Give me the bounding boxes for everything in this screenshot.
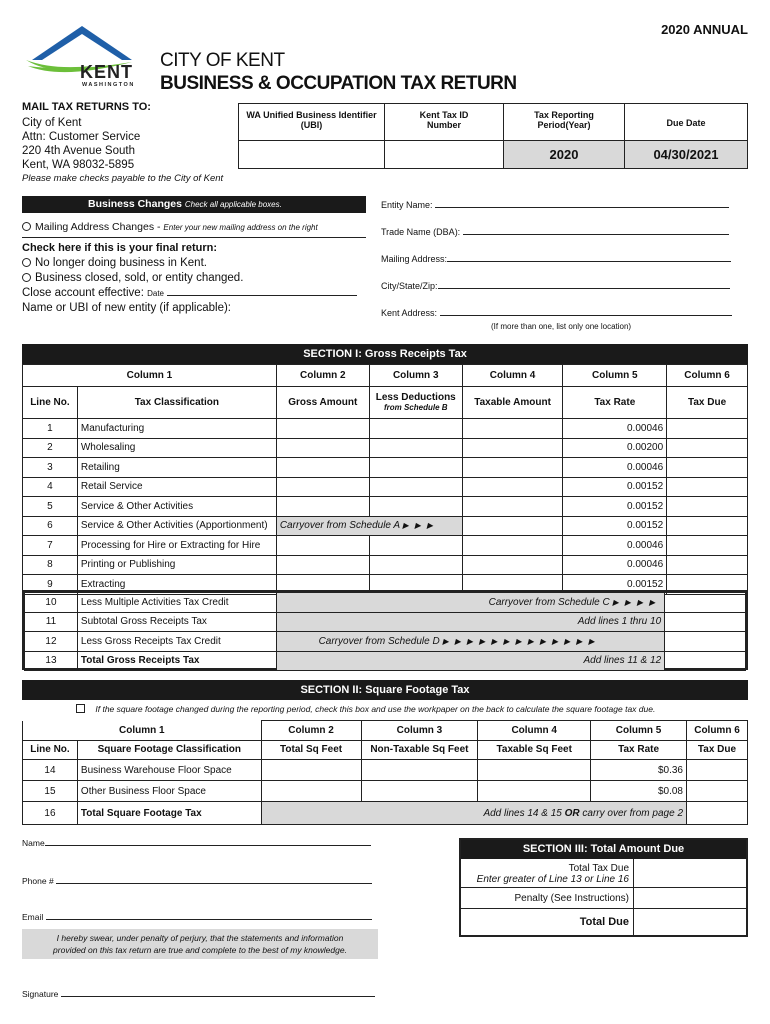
mail-address bbox=[22, 116, 140, 172]
line-no: 10 bbox=[25, 593, 78, 613]
radio-icon[interactable] bbox=[22, 273, 31, 282]
checks-note: Please make checks payable to the City of Kent bbox=[22, 173, 224, 184]
gross-amount-input[interactable] bbox=[276, 536, 369, 556]
logo-subtext: WASHINGTON bbox=[82, 82, 135, 88]
id-box bbox=[238, 103, 748, 169]
table-row bbox=[23, 781, 748, 802]
deductions-input[interactable] bbox=[369, 477, 462, 497]
gross-amount-input[interactable] bbox=[276, 497, 369, 517]
gross-amount-input[interactable] bbox=[276, 477, 369, 497]
table-row bbox=[23, 419, 748, 439]
tax-rate: 0.00152 bbox=[563, 477, 667, 497]
penalty-input[interactable] bbox=[634, 888, 746, 909]
field-header-row bbox=[23, 740, 748, 760]
due-label: Due Date bbox=[666, 118, 706, 128]
table-row bbox=[23, 458, 748, 478]
line-label: Processing for Hire or Extracting for Hire bbox=[77, 536, 276, 556]
tax-due-header: Tax Due bbox=[687, 740, 748, 760]
col6-header: Column 6 bbox=[667, 365, 748, 387]
kent-logo bbox=[22, 22, 142, 90]
tax-due-input[interactable] bbox=[667, 458, 748, 478]
col3-header: Column 3 bbox=[369, 365, 462, 387]
classification-header: Square Footage Classification bbox=[77, 740, 261, 760]
name-field: Name bbox=[22, 838, 371, 848]
section1-table bbox=[22, 364, 748, 595]
carry-note: Carryover from Schedule C ▶▶▶▶ bbox=[276, 593, 665, 613]
line-no: 6 bbox=[23, 516, 78, 536]
arrow-icons: ▶▶▶▶ bbox=[612, 597, 662, 607]
line-label: Less Gross Receipts Tax Credit bbox=[77, 632, 276, 652]
city-input[interactable] bbox=[438, 288, 730, 289]
line-label: Service & Other Activities bbox=[77, 497, 276, 517]
deductions-input[interactable] bbox=[369, 555, 462, 575]
entity-name-input[interactable] bbox=[435, 207, 729, 208]
line-label: Service & Other Activities (Apportionment) bbox=[77, 516, 276, 536]
line-no: 14 bbox=[23, 760, 78, 781]
add-note: Add lines 14 & 15 OR carry over from page 2 bbox=[261, 802, 686, 825]
city-field: City/State/Zip: bbox=[381, 281, 730, 291]
due-date-value: 04/30/2021 bbox=[625, 141, 747, 168]
nontaxable-sqft-header: Non-Taxable Sq Feet bbox=[361, 740, 478, 760]
col4-header: Column 4 bbox=[462, 365, 563, 387]
business-changes-bar bbox=[22, 196, 366, 213]
col2-header: Column 2 bbox=[276, 365, 369, 387]
final-return-heading: Check here if this is your final return: bbox=[22, 242, 217, 254]
tax-rate: 0.00046 bbox=[563, 555, 667, 575]
line-no: 8 bbox=[23, 555, 78, 575]
classification-header: Tax Classification bbox=[77, 387, 276, 419]
add-note: Add lines 1 thru 10 bbox=[276, 612, 665, 632]
taxable-sqft-input[interactable] bbox=[478, 781, 591, 802]
location-note: (If more than one, list only one location) bbox=[491, 322, 632, 331]
table-row bbox=[25, 593, 746, 613]
close-date-input[interactable] bbox=[167, 295, 357, 296]
table-row bbox=[23, 438, 748, 458]
tax-due-input[interactable] bbox=[687, 760, 748, 781]
oath-line-1: I hereby swear, under penalty of perjury, that the statements and information bbox=[56, 933, 344, 943]
tax-due-input[interactable] bbox=[667, 438, 748, 458]
tax-due-input[interactable] bbox=[667, 497, 748, 517]
tax-rate: 0.00046 bbox=[563, 458, 667, 478]
kent-address-field: Kent Address: bbox=[381, 308, 732, 318]
line-no-header: Line No. bbox=[23, 387, 78, 419]
radio-icon[interactable] bbox=[22, 258, 31, 267]
line-label: Business Warehouse Floor Space bbox=[77, 760, 261, 781]
tax-rate-header: Tax Rate bbox=[563, 387, 667, 419]
deductions-input[interactable] bbox=[369, 438, 462, 458]
nontaxable-sqft-input[interactable] bbox=[361, 760, 478, 781]
tax-due-input[interactable] bbox=[667, 516, 748, 536]
line-label: Retailing bbox=[77, 458, 276, 478]
gross-amount-header: Gross Amount bbox=[276, 387, 369, 419]
total-sqft-input[interactable] bbox=[261, 760, 361, 781]
taxable-amount-header: Taxable Amount bbox=[462, 387, 563, 419]
line-no: 15 bbox=[23, 781, 78, 802]
taxable-sqft-header: Taxable Sq Feet bbox=[478, 740, 591, 760]
taxable-amount-input[interactable] bbox=[462, 419, 563, 439]
line-no: 11 bbox=[25, 612, 78, 632]
line-label: Manufacturing bbox=[77, 419, 276, 439]
deductions-input[interactable] bbox=[369, 536, 462, 556]
mail-line-1: City of Kent bbox=[22, 117, 82, 129]
tax-due-input[interactable] bbox=[687, 781, 748, 802]
gross-amount-input[interactable] bbox=[276, 458, 369, 478]
tax-rate: $0.08 bbox=[591, 781, 687, 802]
deductions-input[interactable] bbox=[369, 419, 462, 439]
line-label: Printing or Publishing bbox=[77, 555, 276, 575]
mailing-change-option[interactable]: Mailing Address Changes - Enter your new mailing address on the right bbox=[22, 221, 318, 233]
tax-rate-header: Tax Rate bbox=[591, 740, 687, 760]
column-header-row bbox=[23, 365, 748, 387]
trade-name-field: Trade Name (DBA): bbox=[381, 227, 729, 237]
tax-rate: 0.00152 bbox=[563, 575, 667, 595]
logo-text: KENT bbox=[80, 62, 133, 82]
section3-box bbox=[459, 838, 748, 937]
total-due-input[interactable] bbox=[634, 909, 746, 935]
gross-amount-input[interactable] bbox=[276, 438, 369, 458]
deductions-input[interactable] bbox=[369, 497, 462, 517]
tax-due-input[interactable] bbox=[665, 651, 746, 671]
add-note: Add lines 11 & 12 bbox=[276, 651, 665, 671]
tax-due-input[interactable] bbox=[667, 555, 748, 575]
line-label: Less Multiple Activities Tax Credit bbox=[77, 593, 276, 613]
line-no: 1 bbox=[23, 419, 78, 439]
taxable-sqft-input[interactable] bbox=[478, 760, 591, 781]
col5-header: Column 5 bbox=[563, 365, 667, 387]
mailing-address-field: Mailing Address: bbox=[381, 254, 731, 264]
business-changes-heading: Business Changes bbox=[88, 198, 182, 210]
table-row bbox=[23, 536, 748, 556]
mail-line-3: 220 4th Avenue South bbox=[22, 145, 135, 157]
line-no: 16 bbox=[23, 802, 78, 825]
email-field: Email bbox=[22, 912, 372, 922]
line-no: 5 bbox=[23, 497, 78, 517]
deductions-header: Less Deductions from Schedule B bbox=[369, 387, 462, 419]
tax-rate: 0.00200 bbox=[563, 438, 667, 458]
taxable-amount-input[interactable] bbox=[462, 555, 563, 575]
gross-amount-input[interactable] bbox=[276, 555, 369, 575]
line-no: 9 bbox=[23, 575, 78, 595]
line-label: Retail Service bbox=[77, 477, 276, 497]
new-entity-label: Name or UBI of new entity (if applicable): bbox=[22, 302, 232, 314]
section2-title: SECTION II: Square Footage Tax bbox=[22, 680, 748, 700]
oath-box bbox=[22, 929, 378, 959]
tax-due-header: Tax Due bbox=[667, 387, 748, 419]
deductions-input[interactable] bbox=[369, 458, 462, 478]
line-label: Subtotal Gross Receipts Tax bbox=[77, 612, 276, 632]
col3-header: Column 3 bbox=[361, 721, 478, 741]
gross-amount-input[interactable] bbox=[276, 419, 369, 439]
tax-due-input[interactable] bbox=[665, 632, 746, 652]
penalty-label: Penalty (See Instructions) bbox=[461, 888, 633, 909]
no-longer-option[interactable]: No longer doing business in Kent. bbox=[22, 256, 357, 271]
period-value: 2020 bbox=[504, 141, 624, 168]
col2-header: Column 2 bbox=[261, 721, 361, 741]
ubi-label: WA Unified Business Identifier (UBI) bbox=[246, 110, 377, 130]
line-no-header: Line No. bbox=[23, 740, 78, 760]
business-changes-note: Check all applicable boxes. bbox=[184, 200, 282, 209]
tax-due-input[interactable] bbox=[665, 612, 746, 632]
tax-rate: 0.00046 bbox=[563, 536, 667, 556]
arrow-icons: ▶▶▶ bbox=[402, 521, 439, 531]
table-row bbox=[25, 612, 746, 632]
table-row bbox=[23, 555, 748, 575]
city-heading: CITY OF KENT bbox=[160, 50, 285, 71]
tax-due-input[interactable] bbox=[667, 419, 748, 439]
sqft-change-checkbox[interactable] bbox=[76, 704, 85, 713]
lines-10-13-box bbox=[22, 590, 748, 670]
kent-id-label: Kent Tax ID Number bbox=[419, 110, 469, 130]
table-row bbox=[25, 651, 746, 671]
line-label: Wholesaling bbox=[77, 438, 276, 458]
signature-field: Signature bbox=[22, 989, 375, 999]
close-effective: Close account effective: Date bbox=[22, 286, 357, 301]
radio-icon[interactable] bbox=[22, 222, 31, 231]
col1-header: Column 1 bbox=[23, 365, 277, 387]
col6-header: Column 6 bbox=[687, 721, 748, 741]
taxable-amount-input[interactable] bbox=[462, 497, 563, 517]
taxable-amount-input[interactable] bbox=[462, 516, 563, 536]
taxable-amount-input[interactable] bbox=[462, 438, 563, 458]
total-tax-input[interactable] bbox=[634, 860, 746, 888]
tax-due-input[interactable] bbox=[665, 593, 746, 613]
mail-line-2: Attn: Customer Service bbox=[22, 131, 141, 143]
table-row bbox=[25, 632, 746, 652]
section1-title: SECTION I: Gross Receipts Tax bbox=[22, 344, 748, 364]
table-row bbox=[23, 802, 748, 825]
col1-header: Column 1 bbox=[23, 721, 262, 741]
column-header-row bbox=[23, 721, 748, 741]
carry-note: Carryover from Schedule D ▶▶▶▶▶▶▶▶▶▶▶▶▶ bbox=[276, 632, 665, 652]
nontaxable-sqft-input[interactable] bbox=[361, 781, 478, 802]
period-label: Tax Reporting Period(Year) bbox=[534, 110, 594, 130]
col4-header: Column 4 bbox=[478, 721, 591, 741]
arrow-icons: ▶▶▶▶▶▶▶▶▶▶▶▶▶ bbox=[442, 636, 601, 646]
section3-title: SECTION III: Total Amount Due bbox=[461, 840, 746, 859]
kent-address-input[interactable] bbox=[440, 315, 732, 316]
signature-input[interactable] bbox=[61, 996, 375, 997]
name-input[interactable] bbox=[45, 845, 371, 846]
phone-input[interactable] bbox=[56, 883, 372, 884]
mail-heading: MAIL TAX RETURNS TO: bbox=[22, 101, 151, 113]
tax-due-input[interactable] bbox=[667, 536, 748, 556]
annual-label: 2020 ANNUAL bbox=[661, 22, 748, 37]
line-no: 3 bbox=[23, 458, 78, 478]
table-row bbox=[23, 477, 748, 497]
line-no: 12 bbox=[25, 632, 78, 652]
divider bbox=[22, 237, 366, 238]
email-input[interactable] bbox=[46, 919, 372, 920]
tax-rate: $0.36 bbox=[591, 760, 687, 781]
form-title: BUSINESS & OCCUPATION TAX RETURN bbox=[160, 73, 517, 94]
phone-field: Phone # bbox=[22, 876, 372, 886]
mailing-address-input[interactable] bbox=[447, 261, 731, 262]
total-tax-label: Total Tax Due Enter greater of Line 13 or Line 16 bbox=[461, 860, 633, 888]
taxable-amount-input[interactable] bbox=[462, 477, 563, 497]
tax-rate: 0.00152 bbox=[563, 497, 667, 517]
line-label: Other Business Floor Space bbox=[77, 781, 261, 802]
table-row bbox=[23, 497, 748, 517]
carry-note: Carryover from Schedule A ▶▶▶ bbox=[276, 516, 462, 536]
ubi-input[interactable] bbox=[240, 141, 383, 168]
tax-rate: 0.00046 bbox=[563, 419, 667, 439]
kent-id-input[interactable] bbox=[386, 141, 502, 168]
taxable-amount-input[interactable] bbox=[462, 536, 563, 556]
total-due-label: Total Due bbox=[579, 916, 629, 928]
col5-header: Column 5 bbox=[591, 721, 687, 741]
total-sqft-header: Total Sq Feet bbox=[261, 740, 361, 760]
line-label: Total Gross Receipts Tax bbox=[77, 651, 276, 671]
total-sqft-input[interactable] bbox=[261, 781, 361, 802]
line-no: 2 bbox=[23, 438, 78, 458]
taxable-amount-input[interactable] bbox=[462, 458, 563, 478]
final-return-options bbox=[22, 256, 357, 316]
sqft-change-note: If the square footage changed during the reporting period, check this box and use the workpaper on the back to calculate the square footage tax due. bbox=[76, 704, 655, 714]
table-row bbox=[23, 760, 748, 781]
table-row bbox=[23, 516, 748, 536]
tax-due-input[interactable] bbox=[667, 477, 748, 497]
tax-due-input[interactable] bbox=[687, 802, 748, 825]
trade-name-input[interactable] bbox=[463, 234, 729, 235]
section2-table bbox=[22, 720, 748, 825]
lines-10-13-table bbox=[24, 592, 746, 671]
closed-option[interactable]: Business closed, sold, or entity changed. bbox=[22, 271, 357, 286]
line-no: 7 bbox=[23, 536, 78, 556]
oath-line-2: provided on this tax return are true and complete to the best of my knowledge. bbox=[53, 945, 347, 955]
line-no: 4 bbox=[23, 477, 78, 497]
line-label: Total Square Footage Tax bbox=[77, 802, 261, 825]
mail-line-4: Kent, WA 98032-5895 bbox=[22, 159, 135, 171]
field-header-row bbox=[23, 387, 748, 419]
entity-name-field: Entity Name: bbox=[381, 200, 729, 210]
tax-rate: 0.00152 bbox=[563, 516, 667, 536]
line-label: Extracting bbox=[77, 575, 276, 595]
line-no: 13 bbox=[25, 651, 78, 671]
